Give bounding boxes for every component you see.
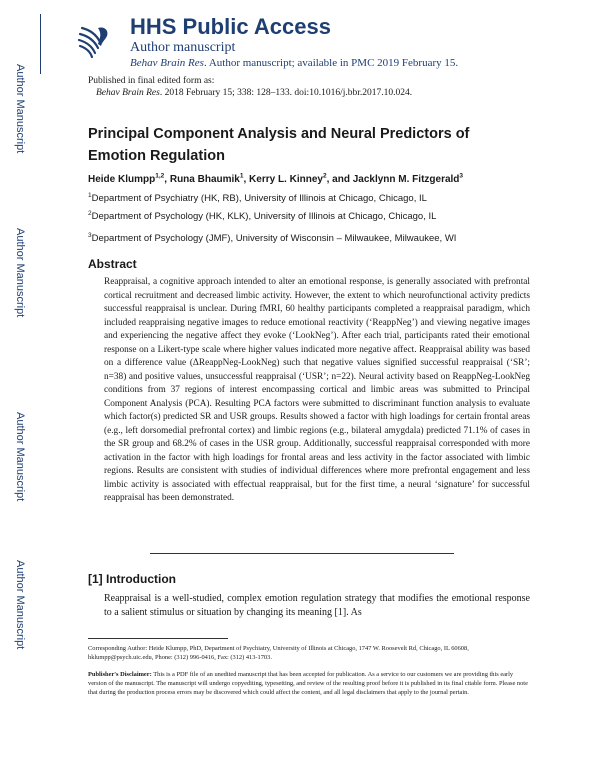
- side-label-author-manuscript: Author Manuscript: [14, 560, 26, 650]
- affiliation: [88, 211, 436, 222]
- author-name: Jacklynn M. Fitzgerald: [352, 174, 460, 185]
- author-separator: ,: [243, 174, 250, 185]
- citation-journal: Behav Brain Res: [96, 88, 160, 98]
- published-final-form: Published in final edited form as:: [88, 76, 215, 86]
- citation-details: . 2018 February 15; 338: 128–133. doi:10.1016/j.bbr.2017.10.024.: [159, 88, 413, 98]
- journal-availability: [130, 57, 458, 69]
- availability-text: . Author manuscript; available in PMC 2019 February 15.: [203, 57, 459, 69]
- citation: [96, 88, 412, 98]
- affiliation-text: Department of Psychology (HK, KLK), University of Illinois at Chicago, Chicago, IL: [91, 211, 437, 222]
- hhs-public-access-title: HHS Public Access: [130, 14, 331, 39]
- abstract-text: Reappraisal, a cognitive approach intended to alter an emotional response, is generally associated with prefrontal cortical recruitment and decreased limbic activity. However, the extent to which neurofunctional activity predicts successful reappraisal is unclear. During fMRI, 60 healthy participants completed a reappraisal paradigm, which included reappraising negative images to reduce emotional reactivity (‘ReappNeg’) and viewing negative images and experiencing the negative affect they evoke (‘LookNeg’). After each trial, participants rated their emotional response on a Likert-type scale where higher values indicated more negative affect. Reappraisal ability was based on a difference value (ΔReappNeg-LookNeg) such that negative values signified successful reappraisal (‘SR’; n=38) and positive values, unsuccessful reappraisal (‘USR’; n=22). Neural activity based on ReappNeg-LookNeg conditions from 37 regions of interest encompassing cortical and limbic areas was submitted to Principal Component Analysis (PCA). Resulting PCA factors were submitted to discriminant function analysis to evaluate which factor(s) predicted SR and USR groups. Results showed a factor with high loadings for certain frontal areas (e.g., left dorsomedial prefrontal cortex) and limbic regions (e.g., bilateral amygdala) predicted 71.1% of cases in the SR group and 68.2% of cases in the USR group. Additionally, successful reappraisal corresponded with more activation in the factor with high loadings for frontal areas and less activity in the factor associated with limbic regions. Results are consistent with studies of individual differences where more prefrontal engagement and less limbic activity is associated with effectual reappraisal, but for the first time, a neural ‘signature’ for successful reappraisal has been demonstrated.: [104, 277, 530, 503]
- side-label-author-manuscript: Author Manuscript: [14, 412, 26, 502]
- publisher-disclaimer: [88, 670, 528, 697]
- author-affiliation-mark: 1,2: [155, 172, 165, 180]
- affiliation-number: 2: [88, 209, 92, 217]
- author-name: Runa Bhaumik: [169, 174, 240, 185]
- author-name: Kerry L. Kinney: [249, 174, 323, 185]
- author-manuscript-label: Author manuscript: [130, 40, 236, 55]
- affiliation: [88, 233, 456, 244]
- journal-name: Behav Brain Res: [130, 57, 204, 69]
- abstract-heading: Abstract: [88, 257, 137, 271]
- author-list: [88, 174, 463, 185]
- hhs-eagle-logo-icon: [76, 20, 112, 62]
- side-label-author-manuscript: Author Manuscript: [14, 64, 26, 154]
- affiliation-number: 1: [88, 191, 92, 199]
- footnote-divider: [88, 638, 228, 639]
- affiliation-number: 3: [88, 231, 92, 239]
- author-name: Heide Klumpp: [88, 174, 156, 185]
- author-separator: ,: [164, 174, 170, 185]
- abstract-divider: [150, 553, 454, 554]
- author-affiliation-mark: 3: [459, 172, 464, 180]
- affiliation-text: Department of Psychiatry (HK, RB), University of Illinois at Chicago, Chicago, IL: [91, 193, 427, 204]
- author-separator: , and: [326, 174, 353, 185]
- affiliation-text: Department of Psychology (JMF), University of Wisconsin – Milwaukee, Milwaukee, WI: [91, 233, 457, 244]
- introduction-text: Reappraisal is a well-studied, complex emotion regulation strategy that modifies the emotional response to a salient stimulus or situation by changing its meaning [1]. As: [104, 593, 530, 618]
- introduction-heading: [1] Introduction: [88, 572, 176, 586]
- corresponding-author-note: Corresponding Author: Heide Klumpp, PhD, Department of Psychiatry, University of Illinois at Chicago, 1747 W. Roosevelt Rd, Chicago, IL 60608, hklumpp@psych.uic.edu, Phone: (312) 996-0416, Fax: (312) 413-1703.: [88, 645, 469, 661]
- author-affiliation-mark: 1: [239, 172, 244, 180]
- article-title: Principal Component Analysis and Neural Predictors of Emotion Regulation: [88, 126, 470, 164]
- side-label-author-manuscript: Author Manuscript: [14, 228, 26, 318]
- author-affiliation-mark: 2: [322, 172, 327, 180]
- header-divider: [40, 14, 41, 74]
- disclaimer-text: This is a PDF file of an unedited manuscript that has been accepted for publication. As a service to our customers we are providing this early version of the manuscript. The manuscript will undergo copyediting, typesetting, and review of the resulting proof before it is published in its final citable form. Please note that during the production process errors may be discovered which could affect the content, and all legal disclaimers that apply to the journal pertain.: [88, 671, 528, 696]
- affiliation: [88, 193, 427, 204]
- disclaimer-label: Publisher's Disclaimer:: [88, 671, 152, 678]
